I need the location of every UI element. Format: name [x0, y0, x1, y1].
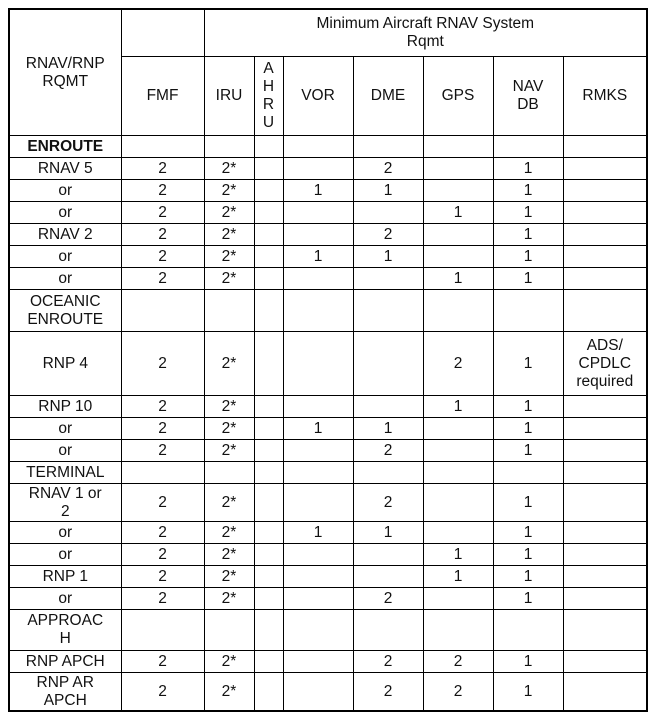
cell-ahru: [254, 396, 283, 418]
cell-iru: [204, 136, 254, 158]
cell-vor: [283, 588, 353, 610]
cell-iru: 2*: [204, 224, 254, 246]
cell-iru: 2*: [204, 332, 254, 396]
cell-vor: [283, 202, 353, 224]
cell-gps: 1: [423, 268, 493, 290]
cell-fmf: 2: [121, 544, 204, 566]
cell-rmks: [563, 180, 647, 202]
cell-rmks: [563, 246, 647, 268]
cell-rmks: [563, 332, 647, 396]
cell-iru: [204, 290, 254, 332]
cell-dme: [353, 610, 423, 651]
cell-iru: 2*: [204, 396, 254, 418]
cell-iru: 2*: [204, 522, 254, 544]
cell-rmks: [563, 396, 647, 418]
cell-gps: [423, 610, 493, 651]
cell-gps: [423, 418, 493, 440]
cell-navdb: 1: [493, 651, 563, 673]
table-row: [9, 268, 647, 290]
cell-rmks: [563, 566, 647, 588]
table-row: [9, 158, 647, 180]
cell-gps: [423, 522, 493, 544]
cell-vor: [283, 544, 353, 566]
cell-dme: 1: [353, 246, 423, 268]
section-label: ENROUTE: [9, 136, 121, 158]
row-label-line2: 2: [60, 502, 70, 520]
cell-fmf: 2: [121, 673, 204, 712]
cell-dme: [353, 268, 423, 290]
row-label: or: [9, 588, 121, 610]
cell-ahru: [254, 462, 283, 484]
column-header-fmf: FMF: [121, 57, 204, 136]
cell-vor: [283, 651, 353, 673]
cell-navdb: 1: [493, 158, 563, 180]
cell-rmks: [563, 418, 647, 440]
column-header-nav-db: [493, 57, 563, 136]
cell-dme: 2: [353, 588, 423, 610]
table-row: [9, 566, 647, 588]
cell-dme: [353, 462, 423, 484]
cell-dme: [353, 136, 423, 158]
cell-iru: 2*: [204, 588, 254, 610]
cell-navdb: 1: [493, 544, 563, 566]
table-row: [9, 418, 647, 440]
cell-dme: 2: [353, 440, 423, 462]
cell-gps: [423, 136, 493, 158]
ahru-char-h: H: [262, 78, 275, 95]
cell-gps: [423, 440, 493, 462]
cell-iru: 2*: [204, 440, 254, 462]
cell-ahru: [254, 290, 283, 332]
cell-ahru: [254, 332, 283, 396]
cell-dme: [353, 566, 423, 588]
cell-vor: 1: [283, 180, 353, 202]
row-label-line2: APCH: [43, 691, 87, 709]
cell-navdb: [493, 136, 563, 158]
cell-fmf: 2: [121, 180, 204, 202]
cell-navdb: 1: [493, 180, 563, 202]
column-header-vor: VOR: [283, 57, 353, 136]
cell-iru: 2*: [204, 673, 254, 712]
nav-db-line1: NAV: [512, 78, 544, 95]
cell-fmf: 2: [121, 522, 204, 544]
section-label-line2: H: [59, 630, 71, 647]
cell-rmks: [563, 651, 647, 673]
cell-ahru: [254, 202, 283, 224]
cell-rmks: [563, 484, 647, 522]
cell-fmf: [121, 462, 204, 484]
cell-vor: [283, 566, 353, 588]
cell-iru: 2*: [204, 484, 254, 522]
cell-navdb: [493, 610, 563, 651]
cell-vor: [283, 396, 353, 418]
cell-gps: [423, 224, 493, 246]
row-label-line1: RNAV 1 or: [28, 484, 102, 502]
section-label: [9, 610, 121, 651]
cell-iru: [204, 462, 254, 484]
cell-vor: [283, 610, 353, 651]
cell-navdb: 1: [493, 440, 563, 462]
cell-navdb: 1: [493, 396, 563, 418]
ahru-char-u: U: [262, 114, 275, 131]
remark-line3: required: [576, 372, 634, 390]
cell-rmks: [563, 440, 647, 462]
header-cell-rnav-rnp-rqmt: [9, 9, 121, 136]
cell-gps: [423, 180, 493, 202]
cell-navdb: 1: [493, 566, 563, 588]
row-label: or: [9, 180, 121, 202]
cell-iru: 2*: [204, 268, 254, 290]
cell-fmf: 2: [121, 268, 204, 290]
cell-navdb: 1: [493, 246, 563, 268]
cell-fmf: 2: [121, 246, 204, 268]
column-header-iru: IRU: [204, 57, 254, 136]
cell-gps: [423, 588, 493, 610]
cell-vor: [283, 136, 353, 158]
row-label: RNP 1: [9, 566, 121, 588]
cell-navdb: [493, 462, 563, 484]
cell-rmks: [563, 522, 647, 544]
section-label-line2: ENROUTE: [27, 310, 104, 328]
cell-vor: [283, 268, 353, 290]
cell-rmks: [563, 290, 647, 332]
cell-ahru: [254, 440, 283, 462]
cell-ahru: [254, 522, 283, 544]
column-header-rmks: RMKS: [563, 57, 647, 136]
cell-vor: 1: [283, 246, 353, 268]
nav-db-line2: DB: [517, 96, 539, 113]
cell-gps: 2: [423, 332, 493, 396]
cell-ahru: [254, 246, 283, 268]
table-row: [9, 651, 647, 673]
cell-ahru: [254, 651, 283, 673]
cell-rmks: [563, 158, 647, 180]
cell-fmf: 2: [121, 566, 204, 588]
cell-vor: [283, 440, 353, 462]
corner-label-line2: RQMT: [42, 72, 89, 90]
row-label: RNP 4: [9, 332, 121, 396]
cell-fmf: 2: [121, 440, 204, 462]
table-row: [9, 396, 647, 418]
cell-navdb: 1: [493, 224, 563, 246]
section-label-line1: OCEANIC: [29, 292, 101, 310]
cell-dme: 2: [353, 224, 423, 246]
cell-gps: [423, 246, 493, 268]
table-row: [9, 544, 647, 566]
cell-fmf: 2: [121, 332, 204, 396]
cell-fmf: 2: [121, 418, 204, 440]
remark-line1: ADS/: [586, 336, 623, 354]
cell-vor: [283, 484, 353, 522]
cell-fmf: 2: [121, 651, 204, 673]
cell-gps: 1: [423, 566, 493, 588]
cell-ahru: [254, 673, 283, 712]
cell-fmf: 2: [121, 484, 204, 522]
row-label: [9, 673, 121, 712]
table-row: [9, 224, 647, 246]
cell-gps: [423, 462, 493, 484]
table-header: [9, 9, 647, 136]
cell-ahru: [254, 588, 283, 610]
cell-navdb: 1: [493, 268, 563, 290]
remark-line2: CPDLC: [578, 354, 632, 372]
table-row: [9, 440, 647, 462]
row-label: or: [9, 268, 121, 290]
cell-navdb: 1: [493, 673, 563, 712]
cell-rmks: [563, 544, 647, 566]
table-body: [9, 136, 647, 712]
table-section-row: [9, 290, 647, 332]
cell-rmks: [563, 136, 647, 158]
row-label: RNP 10: [9, 396, 121, 418]
cell-ahru: [254, 268, 283, 290]
column-header-ahru: [254, 57, 283, 136]
cell-iru: 2*: [204, 418, 254, 440]
cell-iru: 2*: [204, 246, 254, 268]
section-label: TERMINAL: [9, 462, 121, 484]
row-label: [9, 484, 121, 522]
cell-navdb: [493, 290, 563, 332]
cell-rmks: [563, 462, 647, 484]
cell-iru: [204, 610, 254, 651]
header-row-top: [9, 9, 647, 57]
section-label-line1: APPROAC: [27, 612, 104, 629]
cell-iru: 2*: [204, 202, 254, 224]
rnav-rnp-requirements-table: [8, 8, 648, 712]
column-header-gps: GPS: [423, 57, 493, 136]
cell-iru: 2*: [204, 544, 254, 566]
cell-vor: 1: [283, 418, 353, 440]
cell-ahru: [254, 158, 283, 180]
cell-navdb: 1: [493, 332, 563, 396]
cell-vor: 1: [283, 522, 353, 544]
cell-ahru: [254, 180, 283, 202]
table-row: [9, 484, 647, 522]
cell-navdb: 1: [493, 522, 563, 544]
cell-rmks: [563, 610, 647, 651]
cell-rmks: [563, 673, 647, 712]
table-row: [9, 673, 647, 712]
cell-fmf: 2: [121, 588, 204, 610]
table-section-row: [9, 610, 647, 651]
cell-gps: [423, 290, 493, 332]
row-label: or: [9, 440, 121, 462]
cell-dme: 2: [353, 673, 423, 712]
cell-fmf: [121, 290, 204, 332]
column-header-dme: DME: [353, 57, 423, 136]
cell-navdb: 1: [493, 484, 563, 522]
table-row: [9, 522, 647, 544]
cell-fmf: [121, 610, 204, 651]
table-row: [9, 202, 647, 224]
cell-gps: [423, 158, 493, 180]
span-title-line2: Rqmt: [406, 33, 444, 50]
cell-ahru: [254, 418, 283, 440]
table-row: [9, 246, 647, 268]
cell-iru: 2*: [204, 180, 254, 202]
cell-ahru: [254, 610, 283, 651]
table-row: [9, 332, 647, 396]
cell-vor: [283, 673, 353, 712]
cell-dme: [353, 544, 423, 566]
cell-fmf: [121, 136, 204, 158]
span-title-line1: Minimum Aircraft RNAV System: [316, 15, 535, 32]
cell-ahru: [254, 136, 283, 158]
ahru-char-a: A: [263, 60, 274, 77]
cell-fmf: 2: [121, 396, 204, 418]
row-label: or: [9, 202, 121, 224]
cell-vor: [283, 224, 353, 246]
row-label: RNAV 2: [9, 224, 121, 246]
row-label: RNP APCH: [9, 651, 121, 673]
cell-gps: 2: [423, 673, 493, 712]
table-row: [9, 588, 647, 610]
header-cell-minimum-aircraft-rnav-system-rqmt: [204, 9, 647, 57]
cell-dme: 1: [353, 180, 423, 202]
ahru-char-r: R: [262, 96, 275, 113]
row-label: or: [9, 544, 121, 566]
table-section-row: [9, 136, 647, 158]
cell-ahru: [254, 544, 283, 566]
cell-dme: [353, 290, 423, 332]
cell-iru: 2*: [204, 651, 254, 673]
table-row: [9, 180, 647, 202]
cell-dme: [353, 396, 423, 418]
cell-ahru: [254, 224, 283, 246]
cell-rmks: [563, 268, 647, 290]
cell-navdb: 1: [493, 588, 563, 610]
cell-rmks: [563, 224, 647, 246]
cell-vor: [283, 158, 353, 180]
cell-dme: 2: [353, 484, 423, 522]
cell-iru: 2*: [204, 158, 254, 180]
cell-navdb: 1: [493, 418, 563, 440]
cell-dme: [353, 202, 423, 224]
cell-ahru: [254, 566, 283, 588]
header-cell-blank-fmf: [121, 9, 204, 57]
row-label: or: [9, 522, 121, 544]
cell-gps: 1: [423, 396, 493, 418]
cell-rmks: [563, 202, 647, 224]
table-section-row: [9, 462, 647, 484]
row-label: or: [9, 418, 121, 440]
cell-navdb: 1: [493, 202, 563, 224]
row-label: RNAV 5: [9, 158, 121, 180]
cell-gps: [423, 484, 493, 522]
cell-dme: 2: [353, 158, 423, 180]
cell-ahru: [254, 484, 283, 522]
cell-dme: 1: [353, 522, 423, 544]
cell-dme: [353, 332, 423, 396]
row-label-line1: RNP AR: [36, 673, 94, 691]
cell-fmf: 2: [121, 158, 204, 180]
cell-gps: 1: [423, 544, 493, 566]
cell-vor: [283, 290, 353, 332]
cell-vor: [283, 462, 353, 484]
cell-gps: 2: [423, 651, 493, 673]
cell-iru: 2*: [204, 566, 254, 588]
row-label: or: [9, 246, 121, 268]
cell-vor: [283, 332, 353, 396]
cell-fmf: 2: [121, 224, 204, 246]
cell-dme: 1: [353, 418, 423, 440]
cell-gps: 1: [423, 202, 493, 224]
cell-dme: 2: [353, 651, 423, 673]
cell-rmks: [563, 588, 647, 610]
cell-fmf: 2: [121, 202, 204, 224]
section-label: [9, 290, 121, 332]
corner-label-line1: RNAV/RNP: [25, 54, 105, 72]
